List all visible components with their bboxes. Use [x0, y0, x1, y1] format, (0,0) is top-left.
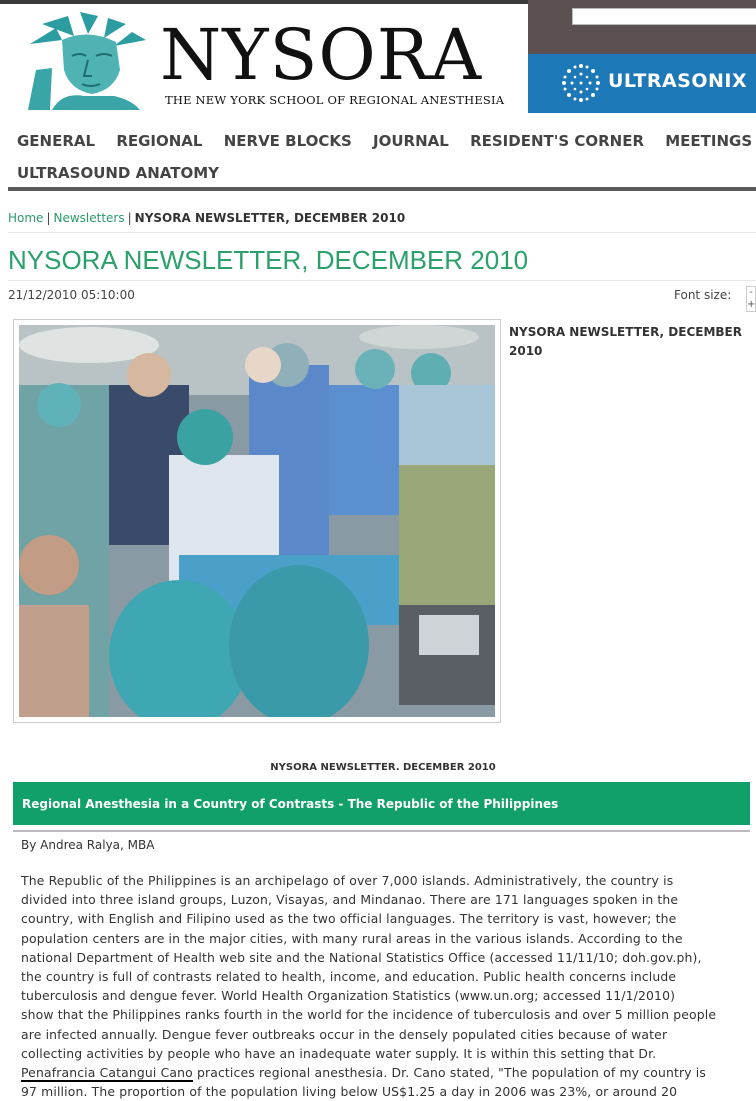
body-line: show that the Philippines ranks fourth in the world for the incidence of tuberculosis and over 5 million people — [21, 1007, 717, 1023]
breadcrumb-separator: | — [127, 211, 132, 225]
nav-divider — [8, 187, 756, 191]
logo-subtitle: THE NEW YORK SCHOOL OF REGIONAL ANESTHESIA — [165, 93, 505, 107]
ultrasonix-label: ULTRASONIX — [608, 70, 748, 92]
ultrasonix-logo-icon — [560, 62, 602, 104]
body-line: are infected annually. Dengue fever outbreaks occur in the densely populated cities because of water — [21, 1026, 668, 1042]
statue-of-liberty-logo-icon — [22, 10, 160, 110]
breadcrumb-newsletters-link[interactable]: Newsletters — [53, 211, 125, 225]
breadcrumb — [8, 211, 405, 225]
nav-item-residents-corner[interactable]: RESIDENT'S CORNER — [470, 132, 645, 150]
site-header — [0, 0, 756, 113]
body-line — [21, 1063, 756, 1082]
page-title: NYSORA NEWSLETTER, DECEMBER 2010 — [8, 245, 529, 275]
nav-item-general[interactable]: GENERAL — [17, 132, 96, 150]
body-line: collecting activities by people who have an inadequate water supply. It is within this setting that Dr. — [21, 1045, 657, 1061]
breadcrumb-divider — [8, 232, 756, 233]
breadcrumb-home-link[interactable]: Home — [8, 211, 44, 225]
font-decrease-button[interactable]: - — [749, 287, 753, 298]
byline: By Andrea Ralya, MBA — [21, 838, 155, 852]
article-body — [21, 871, 756, 1101]
font-increase-button[interactable]: + — [747, 299, 756, 310]
body-line-rest: practices regional anesthesia. Dr. Cano stated, "The population of my country is — [192, 1065, 706, 1081]
search-input[interactable] — [572, 8, 756, 25]
nav-item-nerve-blocks[interactable]: NERVE BLOCKS — [223, 132, 352, 150]
author-name-link[interactable]: Penafrancia Catangui Cano — [21, 1065, 193, 1081]
body-line: the country is full of contrasts related to health, income, and education. Public health concerns include — [21, 969, 677, 985]
breadcrumb-current: NYSORA NEWSLETTER, DECEMBER 2010 — [134, 211, 406, 225]
body-line: national Department of Health web site and the National Statistics Office (accessed 11/11/10; doh.gov.ph), — [21, 949, 702, 965]
banner-divider — [13, 830, 750, 832]
body-line: population centers are in the major cities, with many rural areas in the various islands. According to the — [21, 930, 683, 946]
logo-wordmark: NYSORA — [160, 14, 483, 96]
article-banner — [13, 782, 750, 825]
breadcrumb-separator: | — [46, 211, 51, 225]
body-line: country, with English and Filipino used as the two official languages. The territory is vast, however; the — [21, 911, 677, 927]
body-line: 97 million. The proportion of the population living below US$1.25 a day in 2006 was 23%, or around 20 — [21, 1084, 678, 1100]
article-banner-title: Regional Anesthesia in a Country of Contrasts - The Republic of the Philippines — [22, 797, 559, 811]
body-line: The Republic of the Philippines is an archipelago of over 7,000 islands. Administratively, the country is — [21, 873, 674, 888]
side-caption: NYSORA NEWSLETTER, DECEMBER 2010 — [509, 325, 742, 358]
font-size-label: Font size: — [674, 288, 732, 302]
nav-item-ultrasound-anatomy[interactable]: ULTRASOUND ANATOMY — [17, 164, 219, 182]
article-photo — [13, 319, 501, 723]
nav-item-regional[interactable]: REGIONAL — [116, 132, 203, 150]
surgical-team-photo — [19, 325, 495, 717]
newsletter-subhead: NYSORA NEWSLETTER. DECEMBER 2010 — [270, 762, 496, 773]
main-nav-row-1 — [17, 132, 756, 150]
logo-area[interactable] — [0, 0, 528, 113]
article-date: 21/12/2010 05:10:00 — [8, 288, 135, 302]
body-line: tuberculosis and dengue fever. World Health Organization Statistics (www.un.org; accessed 11/1/2010) — [21, 988, 676, 1004]
nav-item-journal[interactable]: JOURNAL — [373, 132, 449, 150]
nav-item-meetings[interactable]: MEETINGS — [665, 132, 753, 150]
main-nav-row-2 — [17, 164, 235, 182]
body-line: divided into three island groups, Luzon, Visayas, and Mindanao. There are 171 languages spoken in the — [21, 892, 679, 908]
title-divider — [8, 280, 756, 281]
font-size-controls — [746, 286, 756, 312]
header-top-border — [0, 0, 528, 4]
